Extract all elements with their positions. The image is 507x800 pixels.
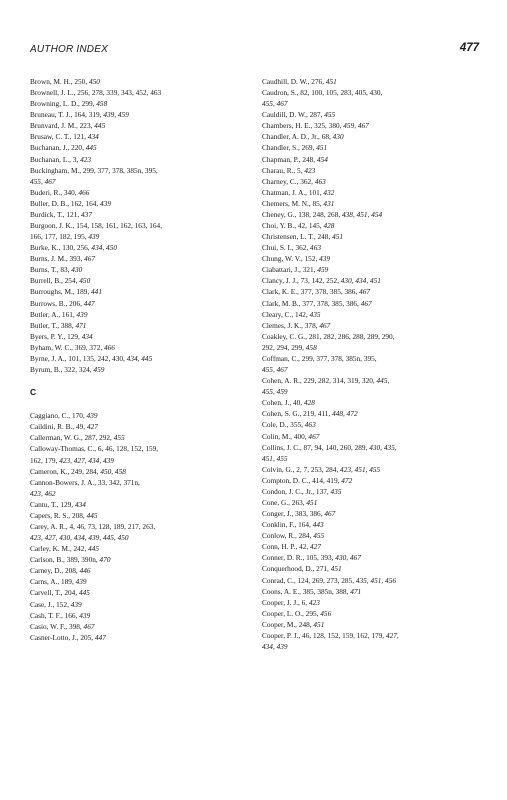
entry-line: Colin, M., 400, 467 bbox=[262, 431, 320, 441]
index-entry bbox=[262, 209, 480, 220]
entry-line: Condon, J. C., Jr., 137, 435 bbox=[262, 486, 342, 496]
index-entry bbox=[30, 309, 240, 320]
entry-line: Conklin, F., 164, 443 bbox=[262, 520, 324, 530]
entry-continuation: 292, 294, 299, 458 bbox=[262, 342, 317, 352]
entry-continuation: 455, 467 bbox=[262, 99, 288, 109]
entry-line: Brunvard, J. M., 223, 445 bbox=[30, 121, 106, 131]
index-entry bbox=[30, 286, 240, 297]
index-entry bbox=[262, 575, 480, 586]
index-entry bbox=[262, 331, 480, 353]
entry-line: Carvell, T., 204, 445 bbox=[30, 588, 90, 598]
index-entry bbox=[30, 499, 240, 510]
entry-line: Carlson, B., 389, 390n, 470 bbox=[30, 555, 111, 565]
entry-line: Clemes, J. K., 378, 467 bbox=[262, 320, 331, 330]
section-letter: C bbox=[30, 387, 37, 398]
index-entry bbox=[30, 342, 240, 353]
entry-line: Conrad, C., 124, 269, 273, 285, 435, 451, 456 bbox=[262, 575, 396, 585]
index-entry bbox=[262, 597, 480, 608]
index-entry bbox=[262, 397, 480, 408]
entry-line: Cohen, A. R., 229, 282, 314, 319, 320, 445, bbox=[262, 376, 390, 386]
index-entry bbox=[30, 576, 240, 587]
index-entry bbox=[262, 519, 480, 530]
index-entry bbox=[262, 142, 480, 153]
entry-continuation: 166, 177, 182, 195, 439 bbox=[30, 232, 100, 242]
index-entry bbox=[30, 76, 240, 87]
index-entry bbox=[262, 131, 480, 142]
entry-line: Cohen, J., 40, 428 bbox=[262, 398, 315, 408]
entry-line: Capers, R. S., 208, 445 bbox=[30, 510, 98, 520]
index-entry bbox=[262, 419, 480, 430]
entry-line: Cole, D., 355, 463 bbox=[262, 420, 316, 430]
entry-line: Conner, D. R., 105, 393, 430, 467 bbox=[262, 553, 361, 563]
entry-line: Charney, C., 362, 463 bbox=[262, 176, 326, 186]
index-entry bbox=[262, 563, 480, 574]
entry-line: Byrne, J. A., 101, 135, 242, 430, 434, 445 bbox=[30, 353, 153, 363]
entry-line: Case, J., 152, 439 bbox=[30, 599, 82, 609]
index-entry bbox=[30, 275, 240, 286]
left-column bbox=[30, 76, 240, 643]
entry-line: Bruneau, T. J., 164, 319, 439, 459 bbox=[30, 110, 129, 120]
index-entry bbox=[30, 599, 240, 610]
entry-line: Conn, H. P., 42, 427 bbox=[262, 542, 321, 552]
entry-continuation: 434, 439 bbox=[262, 641, 288, 651]
entry-line: Brown, M. H., 250, 450 bbox=[30, 77, 100, 86]
entry-line: Buckingham, M., 299, 377, 378, 385n, 395, bbox=[30, 165, 158, 175]
entry-line: Chui, S. I., 362, 463 bbox=[262, 243, 321, 253]
entry-line: Calloway-Thomas, C., 6, 46, 128, 152, 159, bbox=[30, 444, 159, 454]
entry-line: Buchanan, L., 3, 423 bbox=[30, 154, 92, 164]
entry-line: Burrell, B., 254, 450 bbox=[30, 276, 91, 286]
entry-line: Burroughs, M., 189, 441 bbox=[30, 287, 102, 297]
index-entry bbox=[30, 131, 240, 142]
index-entry bbox=[262, 76, 480, 87]
entry-line: Conger, J., 383, 386, 467 bbox=[262, 509, 336, 519]
entry-line: Clark, K. E., 377, 378, 385, 386, 467 bbox=[262, 287, 371, 297]
index-entry bbox=[262, 541, 480, 552]
entry-line: Coakley, C. G., 281, 282, 286, 288, 289, 290, bbox=[262, 331, 395, 341]
entry-line: Cheney, G., 138, 248, 268, 438, 451, 454 bbox=[262, 209, 383, 219]
index-entry bbox=[262, 320, 480, 331]
entry-line: Coons, A. E., 385, 385n, 388, 471 bbox=[262, 586, 362, 596]
index-entry bbox=[262, 353, 480, 375]
index-entry bbox=[262, 253, 480, 264]
entry-line: Caggiano, C., 170, 439 bbox=[30, 411, 98, 421]
index-entry bbox=[30, 209, 240, 220]
index-entry bbox=[30, 109, 240, 120]
index-entry bbox=[30, 521, 240, 543]
index-entry bbox=[262, 286, 480, 297]
entry-continuation: 423, 427, 430, 434, 439, 445, 450 bbox=[30, 533, 129, 543]
index-entry bbox=[30, 421, 240, 432]
index-entry bbox=[262, 109, 480, 120]
index-entry bbox=[30, 198, 240, 209]
entry-line: Buderi, R., 340, 466 bbox=[30, 187, 90, 197]
entry-line: Chung, W. V., 152, 439 bbox=[262, 254, 331, 264]
index-entry bbox=[262, 464, 480, 475]
entry-line: Chapman, P., 248, 454 bbox=[262, 154, 328, 164]
entry-line: Burns, T., 83, 430 bbox=[30, 265, 83, 275]
entry-line: Cannon-Bowers, J. A., 33, 342, 371n, bbox=[30, 477, 140, 487]
index-entry bbox=[30, 320, 240, 331]
entry-line: Clark, M. B., 377, 378, 385, 386, 467 bbox=[262, 298, 372, 308]
entry-line: Carey, A. R., 4, 46, 73, 128, 189, 217, 263, bbox=[30, 521, 156, 531]
index-entry bbox=[30, 242, 240, 253]
index-entry bbox=[30, 87, 240, 98]
index-entry bbox=[30, 554, 240, 565]
entry-line: Byers, P. Y., 129, 434 bbox=[30, 331, 93, 341]
index-entry bbox=[262, 408, 480, 419]
entry-line: Buchanan, J., 220, 445 bbox=[30, 143, 97, 153]
index-entry bbox=[262, 198, 480, 209]
entry-line: Butler, T., 388, 471 bbox=[30, 320, 87, 330]
entry-line: Brownell, J. L., 256, 278, 339, 343, 452, 463 bbox=[30, 88, 162, 98]
entry-line: Chemers, M. N., 85, 431 bbox=[262, 198, 335, 208]
entry-line: Choi, Y. B., 42, 145, 428 bbox=[262, 221, 335, 231]
index-entry bbox=[262, 275, 480, 286]
entry-line: Buller, D. B., 162, 164, 439 bbox=[30, 198, 111, 208]
index-entry bbox=[262, 630, 480, 652]
entry-line: Chatman, J. A., 101, 432 bbox=[262, 187, 335, 197]
entry-line: Byrum, B., 322, 324, 459 bbox=[30, 365, 105, 375]
index-entry bbox=[30, 587, 240, 598]
index-entry bbox=[262, 442, 480, 464]
entry-line: Chandler, S., 269, 451 bbox=[262, 143, 328, 153]
entry-continuation: 451, 455 bbox=[262, 453, 288, 463]
index-entry bbox=[262, 552, 480, 563]
index-entry bbox=[262, 619, 480, 630]
entry-line: Burgoon, J. K., 154, 158, 161, 162, 163, 164, bbox=[30, 221, 163, 231]
entry-line: Chambers, H. E., 325, 380, 459, 467 bbox=[262, 121, 369, 131]
running-head: AUTHOR INDEX bbox=[30, 44, 108, 55]
entry-line: Cantu, T., 129, 434 bbox=[30, 499, 86, 509]
index-entry bbox=[30, 331, 240, 342]
index-entry bbox=[30, 443, 240, 465]
entry-line: Caildini, R. B., 49, 427 bbox=[30, 422, 98, 432]
index-entry bbox=[262, 497, 480, 508]
index-entry bbox=[262, 120, 480, 131]
index-entry bbox=[30, 154, 240, 165]
index-entry bbox=[30, 220, 240, 242]
index-entry bbox=[30, 187, 240, 198]
index-entry bbox=[262, 475, 480, 486]
index-entry bbox=[30, 565, 240, 576]
index-entry bbox=[30, 98, 240, 109]
index-entry bbox=[262, 242, 480, 253]
page-number: 477 bbox=[459, 42, 479, 54]
entry-line: Callerman, W. G., 287, 292, 455 bbox=[30, 433, 125, 443]
entry-line: Burke, K., 130, 256, 434, 450 bbox=[30, 243, 117, 253]
index-entry bbox=[30, 610, 240, 621]
entry-line: Cash, T. F., 166, 439 bbox=[30, 610, 91, 620]
index-entry bbox=[262, 431, 480, 442]
entry-line: Carley, K. M., 242, 445 bbox=[30, 544, 100, 554]
index-entry bbox=[30, 298, 240, 309]
index-entry bbox=[30, 353, 240, 364]
index-entry bbox=[262, 375, 480, 397]
entry-line: Byham, W. C., 369, 372, 466 bbox=[30, 342, 115, 352]
entry-line: Compton, D. C., 414, 419, 472 bbox=[262, 475, 353, 485]
index-entry bbox=[262, 508, 480, 519]
entry-line: Conlow, R., 284, 455 bbox=[262, 531, 325, 541]
index-entry bbox=[262, 486, 480, 497]
index-entry bbox=[262, 220, 480, 231]
entry-line: Browning, L. D., 299, 458 bbox=[30, 99, 108, 109]
entry-line: Cleary, C., 142, 435 bbox=[262, 309, 321, 319]
index-entry bbox=[30, 632, 240, 643]
entry-line: Chandler, A. D., Jr., 68, 430 bbox=[262, 132, 344, 142]
entry-line: Cameron, K., 249, 284, 450, 458 bbox=[30, 466, 126, 476]
index-entry bbox=[30, 120, 240, 131]
index-entry bbox=[30, 432, 240, 443]
index-entry bbox=[30, 142, 240, 153]
right-column bbox=[262, 76, 480, 652]
entry-continuation: 455, 467 bbox=[262, 365, 288, 375]
entry-line: Cohen, S. G., 219, 411, 448, 472 bbox=[262, 409, 358, 419]
index-entry bbox=[30, 510, 240, 521]
entry-line: Caudron, S., 82, 100, 105, 283, 405, 430, bbox=[262, 88, 383, 98]
index-entry bbox=[262, 298, 480, 309]
entry-line: Collins, J. C., 87, 94, 140, 260, 289, 430, 435, bbox=[262, 442, 397, 452]
entry-line: Cooper, P. J., 46, 128, 152, 159, 162, 179, 427, bbox=[262, 630, 399, 640]
index-entry bbox=[30, 477, 240, 499]
entry-line: Cooper, J. J., 6, 423 bbox=[262, 597, 320, 607]
entry-continuation: 455, 459 bbox=[262, 387, 288, 397]
entry-continuation: 455, 467 bbox=[30, 176, 56, 186]
index-entry bbox=[262, 309, 480, 320]
entry-line: Butler, A., 161, 439 bbox=[30, 309, 88, 319]
index-entry bbox=[262, 165, 480, 176]
entry-line: Burns, J. M., 393, 467 bbox=[30, 254, 96, 264]
index-entry bbox=[262, 154, 480, 165]
entry-line: Clancy, J. J., 73, 142, 252, 430, 434, 451 bbox=[262, 276, 381, 286]
index-entry bbox=[262, 608, 480, 619]
entry-line: Casner-Lotto, J., 205, 447 bbox=[30, 632, 106, 642]
index-entry bbox=[262, 176, 480, 187]
entry-line: Burrows, B., 206, 447 bbox=[30, 298, 95, 308]
index-entry bbox=[30, 410, 240, 421]
entry-continuation: 162, 179, 423, 427, 434, 439 bbox=[30, 455, 114, 465]
entry-line: Charau, R., 5, 423 bbox=[262, 165, 316, 175]
entry-line: Casio, W. F., 398, 467 bbox=[30, 621, 95, 631]
entry-line: Cone, G., 263, 451 bbox=[262, 497, 318, 507]
entry-line: Cooper, L. O., 295, 456 bbox=[262, 608, 332, 618]
index-entry bbox=[30, 253, 240, 264]
entry-line: Burdick, T., 121, 437 bbox=[30, 209, 92, 219]
index-entry bbox=[262, 530, 480, 541]
entry-line: Christensen, L. T., 248, 451 bbox=[262, 232, 344, 242]
entry-line: Caudhill, D. W., 276, 451 bbox=[262, 77, 337, 86]
entry-line: Brusaw, C. T., 121, 434 bbox=[30, 132, 99, 142]
index-entry bbox=[30, 466, 240, 477]
index-entry bbox=[30, 264, 240, 275]
index-entry bbox=[262, 231, 480, 242]
entry-line: Conquerhood, D., 271, 451 bbox=[262, 564, 342, 574]
entry-continuation: 423, 462 bbox=[30, 488, 56, 498]
entry-line: Carns, A., 189, 439 bbox=[30, 577, 87, 587]
index-entry bbox=[30, 165, 240, 187]
index-entry bbox=[262, 586, 480, 597]
entry-line: Carney, D., 208, 446 bbox=[30, 566, 91, 576]
entry-line: Coffman, C., 299, 377, 378, 385n, 395, bbox=[262, 353, 377, 363]
index-entry bbox=[262, 187, 480, 198]
entry-line: Colvin, G., 2, 7, 253, 284, 423, 451, 455 bbox=[262, 464, 381, 474]
index-entry bbox=[30, 364, 240, 375]
index-entry bbox=[262, 264, 480, 275]
index-entry bbox=[262, 87, 480, 109]
entry-line: Cooper, M., 248, 451 bbox=[262, 619, 325, 629]
index-entry bbox=[30, 543, 240, 554]
index-entry bbox=[30, 621, 240, 632]
entry-line: Ciabattari, J., 321, 459 bbox=[262, 265, 329, 275]
entry-line: Cauldill, D. W., 287, 455 bbox=[262, 110, 336, 120]
